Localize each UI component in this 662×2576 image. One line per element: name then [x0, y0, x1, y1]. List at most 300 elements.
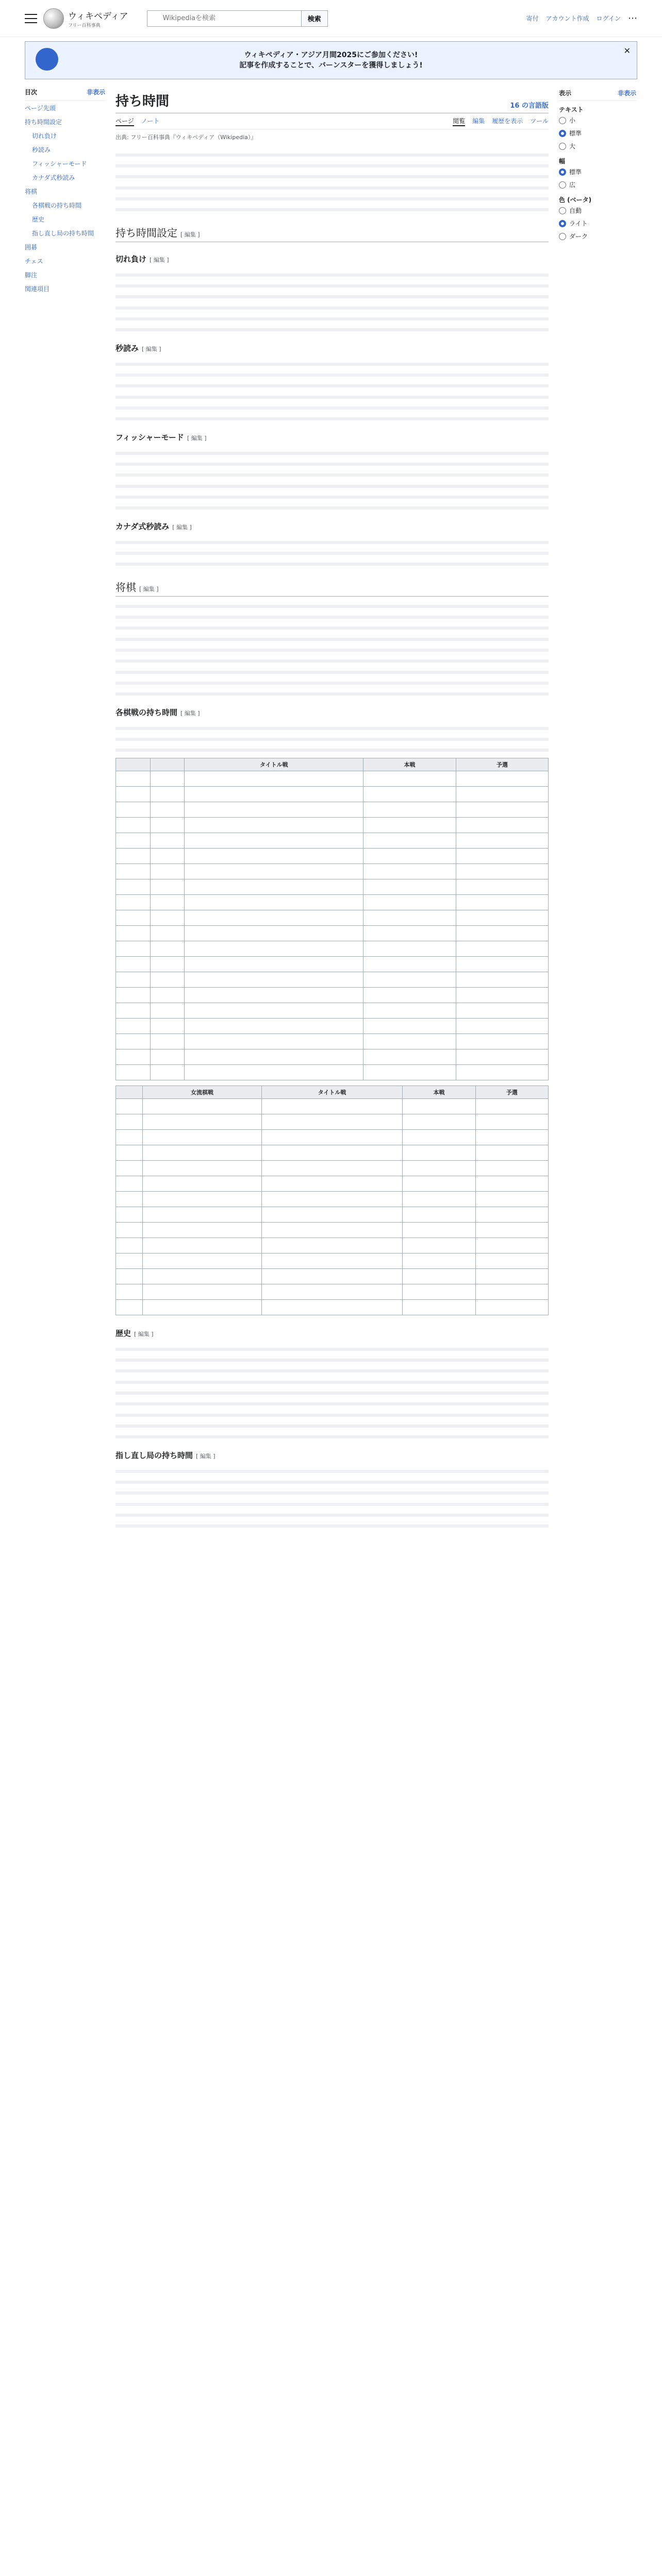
color-option[interactable]: ライト [559, 217, 636, 230]
table-cell [116, 1049, 151, 1065]
appearance-hide-button[interactable]: 非表示 [617, 90, 636, 97]
site-title: ウィキペディア [68, 11, 128, 22]
table-cell [403, 1161, 475, 1176]
color-option[interactable]: ダーク [559, 230, 636, 243]
table-cell [185, 787, 363, 802]
text-size-option[interactable]: 標準 [559, 127, 636, 140]
table-cell [185, 771, 363, 787]
table-header: 予選 [475, 1086, 548, 1099]
table-cell [403, 1238, 475, 1253]
table-row [116, 818, 549, 833]
table-cell [261, 1192, 403, 1207]
toc-item[interactable]: 関連項目 [25, 285, 50, 293]
table-of-contents [25, 83, 105, 1532]
table-row [116, 1145, 549, 1161]
table-row [116, 1161, 549, 1176]
table-cell [363, 1003, 456, 1019]
table-cell [150, 802, 185, 818]
table-cell [403, 1207, 475, 1223]
table-cell [116, 879, 151, 895]
table-cell [143, 1284, 261, 1300]
table-cell [143, 1269, 261, 1284]
toc-item[interactable]: 将棋 [25, 188, 38, 195]
table-cell [456, 771, 548, 787]
table-cell [185, 864, 363, 879]
width-option[interactable]: 標準 [559, 165, 636, 178]
table-row [116, 1003, 549, 1019]
table-cell [456, 988, 548, 1003]
table-row [116, 802, 549, 818]
table-cell [116, 1019, 151, 1034]
table-cell [143, 1161, 261, 1176]
section-heading: 将棋 [ 編集 ] [115, 570, 549, 597]
table-row [116, 926, 549, 941]
table-cell [261, 1099, 403, 1114]
table-cell [475, 1114, 548, 1130]
table-row [116, 849, 549, 864]
toc-item[interactable]: 切れ負け [32, 132, 57, 140]
table-cell [116, 1161, 143, 1176]
table-cell [456, 972, 548, 988]
table-header: 本戦 [403, 1086, 475, 1099]
toc-item[interactable]: ページ先頭 [25, 105, 56, 112]
table-cell [143, 1130, 261, 1145]
table-cell [150, 895, 185, 910]
table-header: タイトル戦 [261, 1086, 403, 1099]
table-cell [150, 910, 185, 926]
edit-link[interactable]: [ 編集 ] [172, 524, 192, 531]
banner-line-2: 記事を作成することで、バーンスターを獲得しましょう! [239, 61, 423, 70]
appearance-title: 表示 [559, 90, 572, 97]
table-cell [143, 1192, 261, 1207]
table-cell [475, 1145, 548, 1161]
table-row [116, 1253, 549, 1269]
user-links [526, 13, 637, 24]
table-cell [185, 895, 363, 910]
table-row [116, 1269, 549, 1284]
table-cell [363, 910, 456, 926]
table-row [116, 1300, 549, 1315]
table-cell [456, 1049, 548, 1065]
table-row [116, 957, 549, 972]
table-cell [116, 926, 151, 941]
paragraph [115, 667, 549, 697]
paragraph [115, 601, 549, 631]
table-cell [363, 833, 456, 849]
search-button[interactable]: 検索 [302, 10, 328, 27]
table-cell [403, 1300, 475, 1315]
table-cell [185, 849, 363, 864]
table-cell [150, 818, 185, 833]
edit-link[interactable]: [ 編集 ] [180, 710, 200, 717]
table-cell [185, 879, 363, 895]
edit-link[interactable]: [ 編集 ] [139, 586, 159, 592]
table-cell [150, 972, 185, 988]
table-cell [456, 895, 548, 910]
paragraph [115, 537, 549, 567]
page-title: 持ち時間 16 の言語版 [115, 83, 549, 113]
table-cell [150, 1049, 185, 1065]
text-size-label: テキスト [559, 106, 584, 113]
table-cell [261, 1176, 403, 1192]
table-cell [475, 1192, 548, 1207]
toc-item[interactable]: 指し直し局の持ち時間 [32, 230, 94, 237]
table-cell [363, 926, 456, 941]
edit-link[interactable]: [ 編集 ] [187, 435, 207, 442]
table-row [116, 1034, 549, 1049]
table-cell [116, 1145, 143, 1161]
table-header: 予選 [456, 758, 548, 771]
table-cell [261, 1130, 403, 1145]
table-cell [143, 1114, 261, 1130]
edit-link[interactable]: [ 編集 ] [180, 231, 200, 238]
site-subtitle: フリー百科事典 [68, 23, 101, 28]
table-cell [456, 910, 548, 926]
color-label: 色 (ベータ) [559, 196, 592, 204]
table-cell [143, 1207, 261, 1223]
table-cell [116, 1034, 151, 1049]
table-cell [363, 818, 456, 833]
table-cell [116, 1114, 143, 1130]
table-row [116, 1176, 549, 1192]
table-cell [403, 1253, 475, 1269]
table-cell [363, 1065, 456, 1080]
appearance-panel [559, 83, 636, 1532]
paragraph [115, 634, 549, 664]
table-cell [403, 1192, 475, 1207]
toc-item[interactable]: チェス [25, 258, 43, 265]
toc-item[interactable]: 各棋戦の持ち時間 [32, 202, 82, 209]
table-cell [116, 910, 151, 926]
tab-edit[interactable]: 編集 [472, 117, 485, 125]
table-cell [116, 1003, 151, 1019]
table-row [116, 1192, 549, 1207]
toc-item[interactable]: 持ち時間設定 [25, 118, 62, 126]
table-cell [261, 1300, 403, 1315]
table-cell [150, 1019, 185, 1034]
table-cell [150, 787, 185, 802]
table-cell [185, 1065, 363, 1080]
table-cell [185, 910, 363, 926]
table-cell [116, 802, 151, 818]
tab-page[interactable]: ページ [115, 116, 134, 126]
table-row [116, 879, 549, 895]
table-cell [150, 1065, 185, 1080]
table-cell [363, 957, 456, 972]
table-cell [475, 1207, 548, 1223]
table-cell [185, 941, 363, 957]
table-cell [261, 1238, 403, 1253]
table-cell [261, 1284, 403, 1300]
table-row [116, 787, 549, 802]
table-cell [456, 957, 548, 972]
table-cell [456, 864, 548, 879]
table-cell [116, 771, 151, 787]
more-options-icon[interactable]: ⋯ [628, 13, 637, 24]
table-cell [475, 1161, 548, 1176]
table-cell [116, 972, 151, 988]
subsection-heading: 秒読み [ 編集 ] [115, 344, 161, 353]
search-form [147, 10, 328, 27]
table-cell [116, 1284, 143, 1300]
table-cell [116, 1192, 143, 1207]
table-cell [456, 787, 548, 802]
table-cell [143, 1300, 261, 1315]
table-cell [116, 988, 151, 1003]
table-cell [456, 1034, 548, 1049]
table-row [116, 910, 549, 926]
table-cell [456, 1065, 548, 1080]
toc-item[interactable]: フィッシャーモード [32, 160, 87, 167]
edit-link[interactable]: [ 編集 ] [150, 257, 169, 263]
table-row [116, 1099, 549, 1114]
subsection-heading: 指し直し局の持ち時間 [ 編集 ] [115, 1451, 216, 1460]
edit-link[interactable]: [ 編集 ] [196, 1453, 216, 1460]
main-menu-icon[interactable] [25, 14, 37, 23]
table-row [116, 895, 549, 910]
table-cell [116, 1300, 143, 1315]
paragraph [115, 269, 549, 299]
table-cell [363, 941, 456, 957]
table-cell [116, 1065, 151, 1080]
donate-link[interactable]: 寄付 [526, 15, 539, 22]
table-cell [403, 1176, 475, 1192]
table-cell [475, 1176, 548, 1192]
globe-logo-icon [43, 8, 64, 29]
table-row [116, 1049, 549, 1065]
table-cell [116, 1238, 143, 1253]
table-cell [150, 988, 185, 1003]
table-cell [475, 1284, 548, 1300]
table-cell [475, 1223, 548, 1238]
paragraph [115, 481, 549, 511]
site-logo[interactable] [43, 8, 128, 29]
table-cell [403, 1114, 475, 1130]
toc-item[interactable]: 脚注 [25, 272, 38, 279]
table-row [116, 1223, 549, 1238]
table-cell [150, 879, 185, 895]
table-cell [363, 1049, 456, 1065]
subsection-heading: 切れ負け [ 編集 ] [115, 255, 169, 264]
search-input[interactable] [147, 10, 302, 27]
table-header: 本戦 [363, 758, 456, 771]
table-cell [363, 771, 456, 787]
toc-item[interactable]: 囲碁 [25, 244, 38, 251]
table-cell [363, 895, 456, 910]
kisen-table [115, 758, 549, 1080]
table-cell [185, 957, 363, 972]
table-cell [116, 818, 151, 833]
table-cell [116, 1130, 143, 1145]
tab-tools[interactable]: ツール [530, 117, 549, 125]
table-cell [403, 1130, 475, 1145]
table-cell [185, 802, 363, 818]
table-cell [456, 941, 548, 957]
table-header: 女流棋戦 [143, 1086, 261, 1099]
text-size-option[interactable]: 小 [559, 114, 636, 127]
table-cell [185, 926, 363, 941]
table-cell [150, 941, 185, 957]
table-cell [143, 1223, 261, 1238]
table-cell [456, 879, 548, 895]
create-account-link[interactable]: アカウント作成 [545, 15, 589, 22]
table-row [116, 1238, 549, 1253]
paragraph [115, 1499, 549, 1529]
table-cell [143, 1176, 261, 1192]
table-cell [363, 1019, 456, 1034]
table-cell [261, 1114, 403, 1130]
toc-hide-button[interactable]: 非表示 [86, 89, 105, 96]
table-cell [261, 1161, 403, 1176]
paragraph [115, 392, 549, 421]
table-cell [116, 941, 151, 957]
paragraph [115, 149, 549, 179]
table-cell [185, 833, 363, 849]
table-cell [185, 972, 363, 988]
table-cell [261, 1207, 403, 1223]
table-cell [403, 1145, 475, 1161]
table-cell [363, 879, 456, 895]
table-row [116, 864, 549, 879]
paragraph [115, 1344, 549, 1374]
table-cell [363, 849, 456, 864]
table-cell [150, 1034, 185, 1049]
table-cell [456, 1003, 548, 1019]
login-link[interactable]: ログイン [596, 15, 621, 22]
table-row [116, 941, 549, 957]
table-row [116, 1284, 549, 1300]
table-cell [116, 787, 151, 802]
paragraph [115, 182, 549, 212]
table-cell [456, 849, 548, 864]
section-heading: 持ち時間設定 [ 編集 ] [115, 215, 549, 242]
close-icon[interactable]: ✕ [623, 46, 631, 56]
toc-item[interactable]: カナダ式秒読み [32, 174, 75, 181]
table-cell [116, 1269, 143, 1284]
table-cell [456, 818, 548, 833]
width-label: 幅 [559, 158, 566, 165]
table-cell [150, 864, 185, 879]
table-cell [143, 1238, 261, 1253]
table-cell [403, 1099, 475, 1114]
text-size-option[interactable]: 大 [559, 140, 636, 152]
table-cell [150, 957, 185, 972]
paragraph [115, 302, 549, 332]
language-button[interactable]: 16 の言語版 [510, 102, 549, 110]
table-header [150, 758, 185, 771]
table-cell [456, 802, 548, 818]
table-cell [475, 1099, 548, 1114]
paragraph [115, 1466, 549, 1496]
table-cell [150, 771, 185, 787]
edit-link[interactable]: [ 編集 ] [134, 1331, 154, 1337]
table-header [116, 1086, 143, 1099]
edit-link[interactable]: [ 編集 ] [142, 346, 161, 352]
table-cell [363, 802, 456, 818]
paragraph [115, 1377, 549, 1406]
joryu-kisen-table [115, 1086, 549, 1315]
subsection-heading: フィッシャーモード [ 編集 ] [115, 433, 207, 442]
table-cell [143, 1253, 261, 1269]
table-row [116, 972, 549, 988]
table-row [116, 771, 549, 787]
article-content [115, 83, 549, 1532]
table-cell [116, 895, 151, 910]
table-row [116, 1207, 549, 1223]
table-cell [116, 1176, 143, 1192]
table-cell [261, 1145, 403, 1161]
table-cell [116, 864, 151, 879]
table-header [116, 758, 151, 771]
width-option[interactable]: 広 [559, 178, 636, 191]
subsection-heading: 歴史 [ 編集 ] [115, 1329, 154, 1338]
table-cell [185, 1003, 363, 1019]
table-cell [185, 1049, 363, 1065]
paragraph [115, 448, 549, 478]
banner-line-1[interactable]: ウィキペディア・アジア月間2025にご参加ください! [244, 51, 418, 59]
table-cell [363, 787, 456, 802]
article-source: 出典: フリー百科事典『ウィキペディア（Wikipedia）』 [115, 134, 257, 141]
table-cell [150, 1003, 185, 1019]
table-cell [261, 1223, 403, 1238]
toc-item[interactable]: 秒読み [32, 146, 51, 154]
table-cell [475, 1269, 548, 1284]
table-cell [116, 957, 151, 972]
table-cell [143, 1099, 261, 1114]
banner-logo-icon [36, 48, 58, 71]
table-cell [261, 1269, 403, 1284]
site-header [0, 0, 662, 37]
table-cell [475, 1238, 548, 1253]
table-cell [143, 1145, 261, 1161]
table-row [116, 1130, 549, 1145]
table-cell [363, 988, 456, 1003]
table-cell [363, 972, 456, 988]
toc-item[interactable]: 歴史 [32, 216, 45, 223]
table-cell [116, 1207, 143, 1223]
paragraph [115, 1410, 549, 1439]
table-row [116, 1065, 549, 1080]
table-cell [185, 988, 363, 1003]
table-cell [261, 1253, 403, 1269]
table-cell [116, 849, 151, 864]
color-option[interactable]: 自動 [559, 204, 636, 217]
table-cell [116, 1253, 143, 1269]
table-row [116, 1114, 549, 1130]
table-cell [403, 1269, 475, 1284]
table-cell [116, 1099, 143, 1114]
table-row [116, 988, 549, 1003]
table-cell [475, 1300, 548, 1315]
table-row [116, 833, 549, 849]
table-cell [403, 1223, 475, 1238]
table-cell [403, 1284, 475, 1300]
paragraph [115, 359, 549, 388]
subsection-heading: カナダ式秒読み [ 編集 ] [115, 522, 192, 531]
table-cell [456, 1019, 548, 1034]
table-cell [116, 833, 151, 849]
table-cell [185, 818, 363, 833]
table-cell [363, 864, 456, 879]
tab-history[interactable]: 履歴を表示 [492, 117, 523, 125]
table-cell [150, 849, 185, 864]
tab-talk[interactable]: ノート [141, 117, 160, 125]
subsection-heading: 各棋戦の持ち時間 [ 編集 ] [115, 708, 200, 717]
table-cell [150, 833, 185, 849]
page-tabs [115, 113, 549, 130]
table-cell [456, 833, 548, 849]
tab-read[interactable]: 閲覧 [453, 116, 465, 126]
